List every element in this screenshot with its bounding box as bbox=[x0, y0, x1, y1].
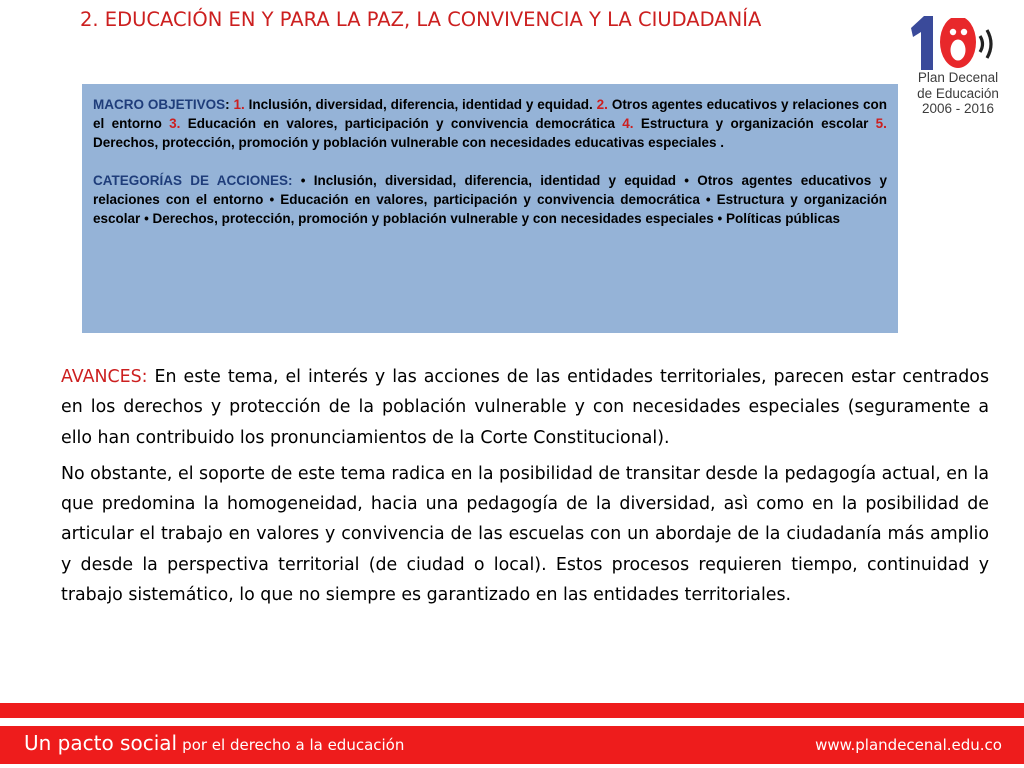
plan-decenal-logo bbox=[905, 10, 1015, 120]
category-item: • Otros agentes educativos y relaciones con el entorno bbox=[93, 173, 887, 207]
footer-slogan-main: Un pacto social bbox=[24, 731, 178, 755]
objective-text: Otros agentes educativos y relaciones con el entorno bbox=[93, 97, 887, 131]
macro-colon: : bbox=[225, 97, 230, 112]
categories-label: CATEGORÍAS DE ACCIONES: bbox=[93, 173, 293, 188]
avances-paragraph-2: No obstante, el soporte de este tema radica en la posibilidad de transitar desde la pedagogía actual, en la que predomina la homogeneidad, hacia una pedagogía de la diversidad, asì como en la posibilidad de articular el trabajo en valores y convivencia de las escuelas con un abordaje de la ciudadanía más amplio y desde la perspectiva territorial (de ciudad o local). Estos procesos requieren tiempo, continuidad y trabajo sistemático, lo que no siempre es garantizado en las entidades territoriales. bbox=[61, 463, 989, 606]
objective-number: 2. bbox=[596, 97, 608, 112]
objective-number: 3. bbox=[169, 116, 181, 131]
objective-text: Educación en valores, participación y convivencia democrática bbox=[187, 116, 615, 131]
objectives-box bbox=[82, 84, 898, 333]
category-item: • Políticas públicas bbox=[717, 211, 841, 226]
objective-number: 1. bbox=[233, 97, 245, 112]
avances-text-1: En este tema, el interés y las acciones de las entidades territoriales, parecen estar centrados en los derechos y protección de la población vulnerable y con necesidades especiales (seguramente a ello han contribuido los pronunciamientos de la Corte Constitucional). bbox=[61, 367, 989, 448]
page-title: 2. EDUCACIÓN EN Y PARA LA PAZ, LA CONVIVENCIA Y LA CIUDADANÍA bbox=[80, 8, 762, 31]
logo-line-2: de Educación bbox=[917, 85, 999, 101]
footer-divider-bar bbox=[0, 703, 1024, 718]
objective-text: Derechos, protección, promoción y población vulnerable con necesidades educativas especiales . bbox=[93, 135, 724, 150]
category-item: • Inclusión, diversidad, diferencia, identidad y equidad bbox=[300, 173, 676, 188]
logo-caption bbox=[905, 70, 1011, 117]
logo-line-3: 2006 - 2016 bbox=[921, 101, 995, 116]
macro-objectives bbox=[93, 95, 887, 152]
logo-line-1: Plan Decenal bbox=[917, 70, 999, 85]
ten-logo-icon bbox=[907, 10, 1007, 72]
footer-slogan bbox=[24, 731, 404, 755]
avances-label: AVANCES: bbox=[61, 367, 148, 387]
action-categories bbox=[93, 171, 887, 228]
category-item: • Educación en valores, participación y convivencia democrática bbox=[269, 192, 700, 207]
avances-section bbox=[61, 362, 989, 610]
objective-number: 4. bbox=[622, 116, 634, 131]
objective-number: 5. bbox=[875, 116, 887, 131]
category-item: • Estructura y organización escolar bbox=[93, 192, 887, 226]
objective-text: Estructura y organización escolar bbox=[640, 116, 869, 131]
avances-paragraph-1 bbox=[61, 362, 989, 453]
footer-slogan-sub: por el derecho a la educación bbox=[182, 736, 405, 754]
category-item: • Derechos, protección, promoción y población vulnerable y con necesidades especiales bbox=[144, 211, 714, 226]
macro-objectives-label: MACRO OBJETIVOS bbox=[93, 97, 226, 112]
objective-text: Inclusión, diversidad, diferencia, identidad y equidad. bbox=[248, 97, 593, 112]
footer-website-link[interactable]: www.plandecenal.edu.co bbox=[815, 736, 1002, 754]
